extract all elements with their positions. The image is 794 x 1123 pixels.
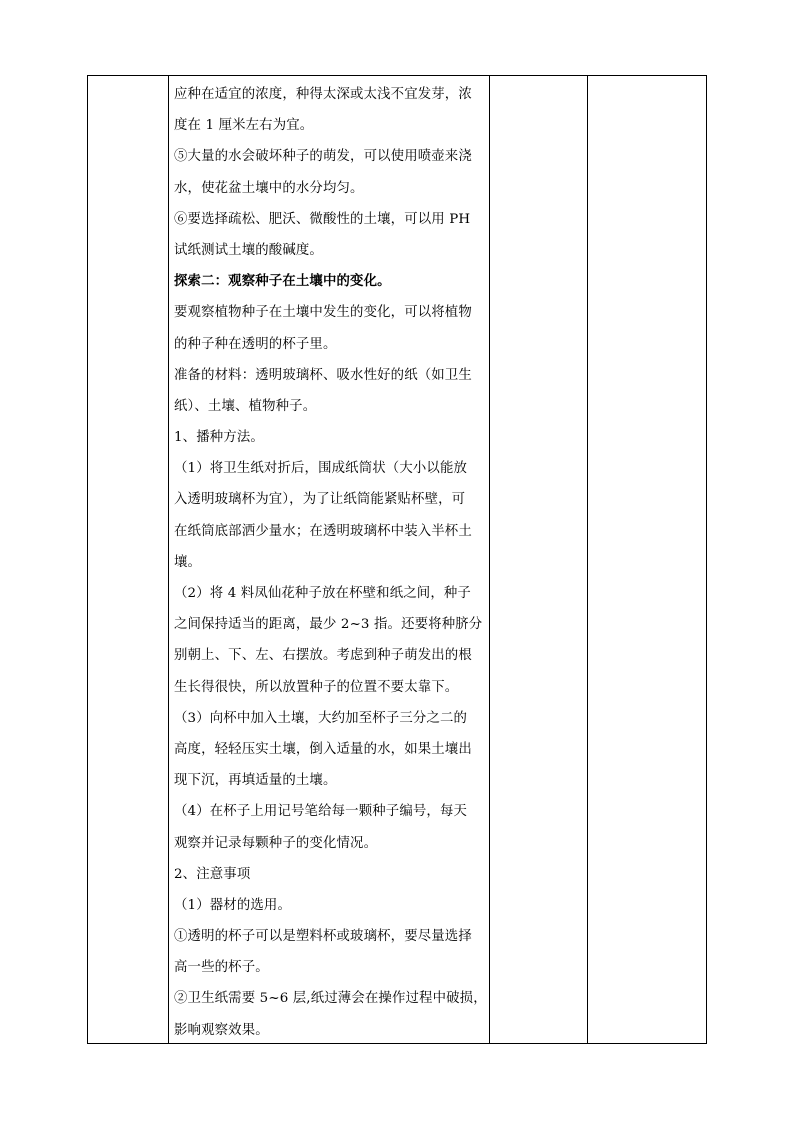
text-line: 生长得很快，所以放置种子的位置不要太靠下。 [174,679,459,695]
text-line: （4）在杯子上用记号笔给每一颗种子编号，每天 [174,804,468,820]
text-line: ⑥要选择疏松、肥沃、微酸性的土壤，可以用 PH [174,211,471,227]
text-line: 2、注意事项 [174,866,251,882]
text-line: 试纸测试土壤的酸碱度。 [174,242,323,258]
text-line: 要观察植物种子在土壤中发生的变化，可以将植物 [174,305,472,321]
text-line: （3）向杯中加入土壤，大约加至杯子三分之二的 [174,710,468,726]
text-line: （1）将卫生纸对折后，围成纸筒状（大小以能放 [174,461,468,477]
text-line: 应种在适宜的浓度，种得太深或太浅不宜发芽，浓 [174,87,472,102]
text-line: 入透明玻璃杯为宜），为了让纸筒能紧贴杯壁，可 [174,492,466,508]
text-line: 高度，轻轻压实土壤，倒入适量的水，如果土壤出 [174,741,472,757]
text-line: 水，使花盆土壤中的水分均匀。 [174,180,364,196]
text-line: （1）器材的选用。 [174,897,291,913]
text-line: 在纸筒底部洒少量水；在透明玻璃杯中装入半杯土 [174,523,472,539]
section-heading: 探索二：观察种子在土壤中的变化。 [174,273,391,290]
text-line: ⑤大量的水会破坏种子的萌发，可以使用喷壶来浇 [174,149,472,165]
lesson-table [87,75,707,1044]
column-divider-3 [587,76,588,1043]
text-line: 高一些的杯子。 [174,960,269,976]
text-line: ①透明的杯子可以是塑料杯或玻璃杯，要尽量选择 [174,929,472,945]
column-divider-1 [168,76,169,1043]
text-line: 别朝上、下、左、右摆放。考虑到种子萌发出的根 [174,648,472,664]
text-line: 准备的材料：透明玻璃杯、吸水性好的纸（如卫生 [174,367,472,383]
text-line: 的种子种在透明的杯子里。 [174,336,337,352]
column-divider-2 [489,76,490,1043]
text-line: 度在 1 厘米左右为宜。 [174,118,314,134]
text-line: 观察并记录每颗种子的变化情况。 [174,835,378,851]
text-line: 壤。 [174,554,202,570]
text-line: 影响观察效果。 [174,1022,269,1038]
text-line: （2）将 4 料凤仙花种子放在杯壁和纸之间，种子 [174,586,471,601]
text-line: ②卫生纸需要 5~6 层,纸过薄会在操作过程中破损， [174,991,487,1007]
text-line: 纸）、土壤、植物种子。 [174,398,317,414]
content-cell [174,79,487,1046]
text-line: 现下沉，再填适量的土壤。 [174,773,337,789]
text-line: 1、播种方法。 [174,430,264,446]
text-line: 之间保持适当的距离，最少 2~3 指。还要将种脐分 [174,617,483,633]
